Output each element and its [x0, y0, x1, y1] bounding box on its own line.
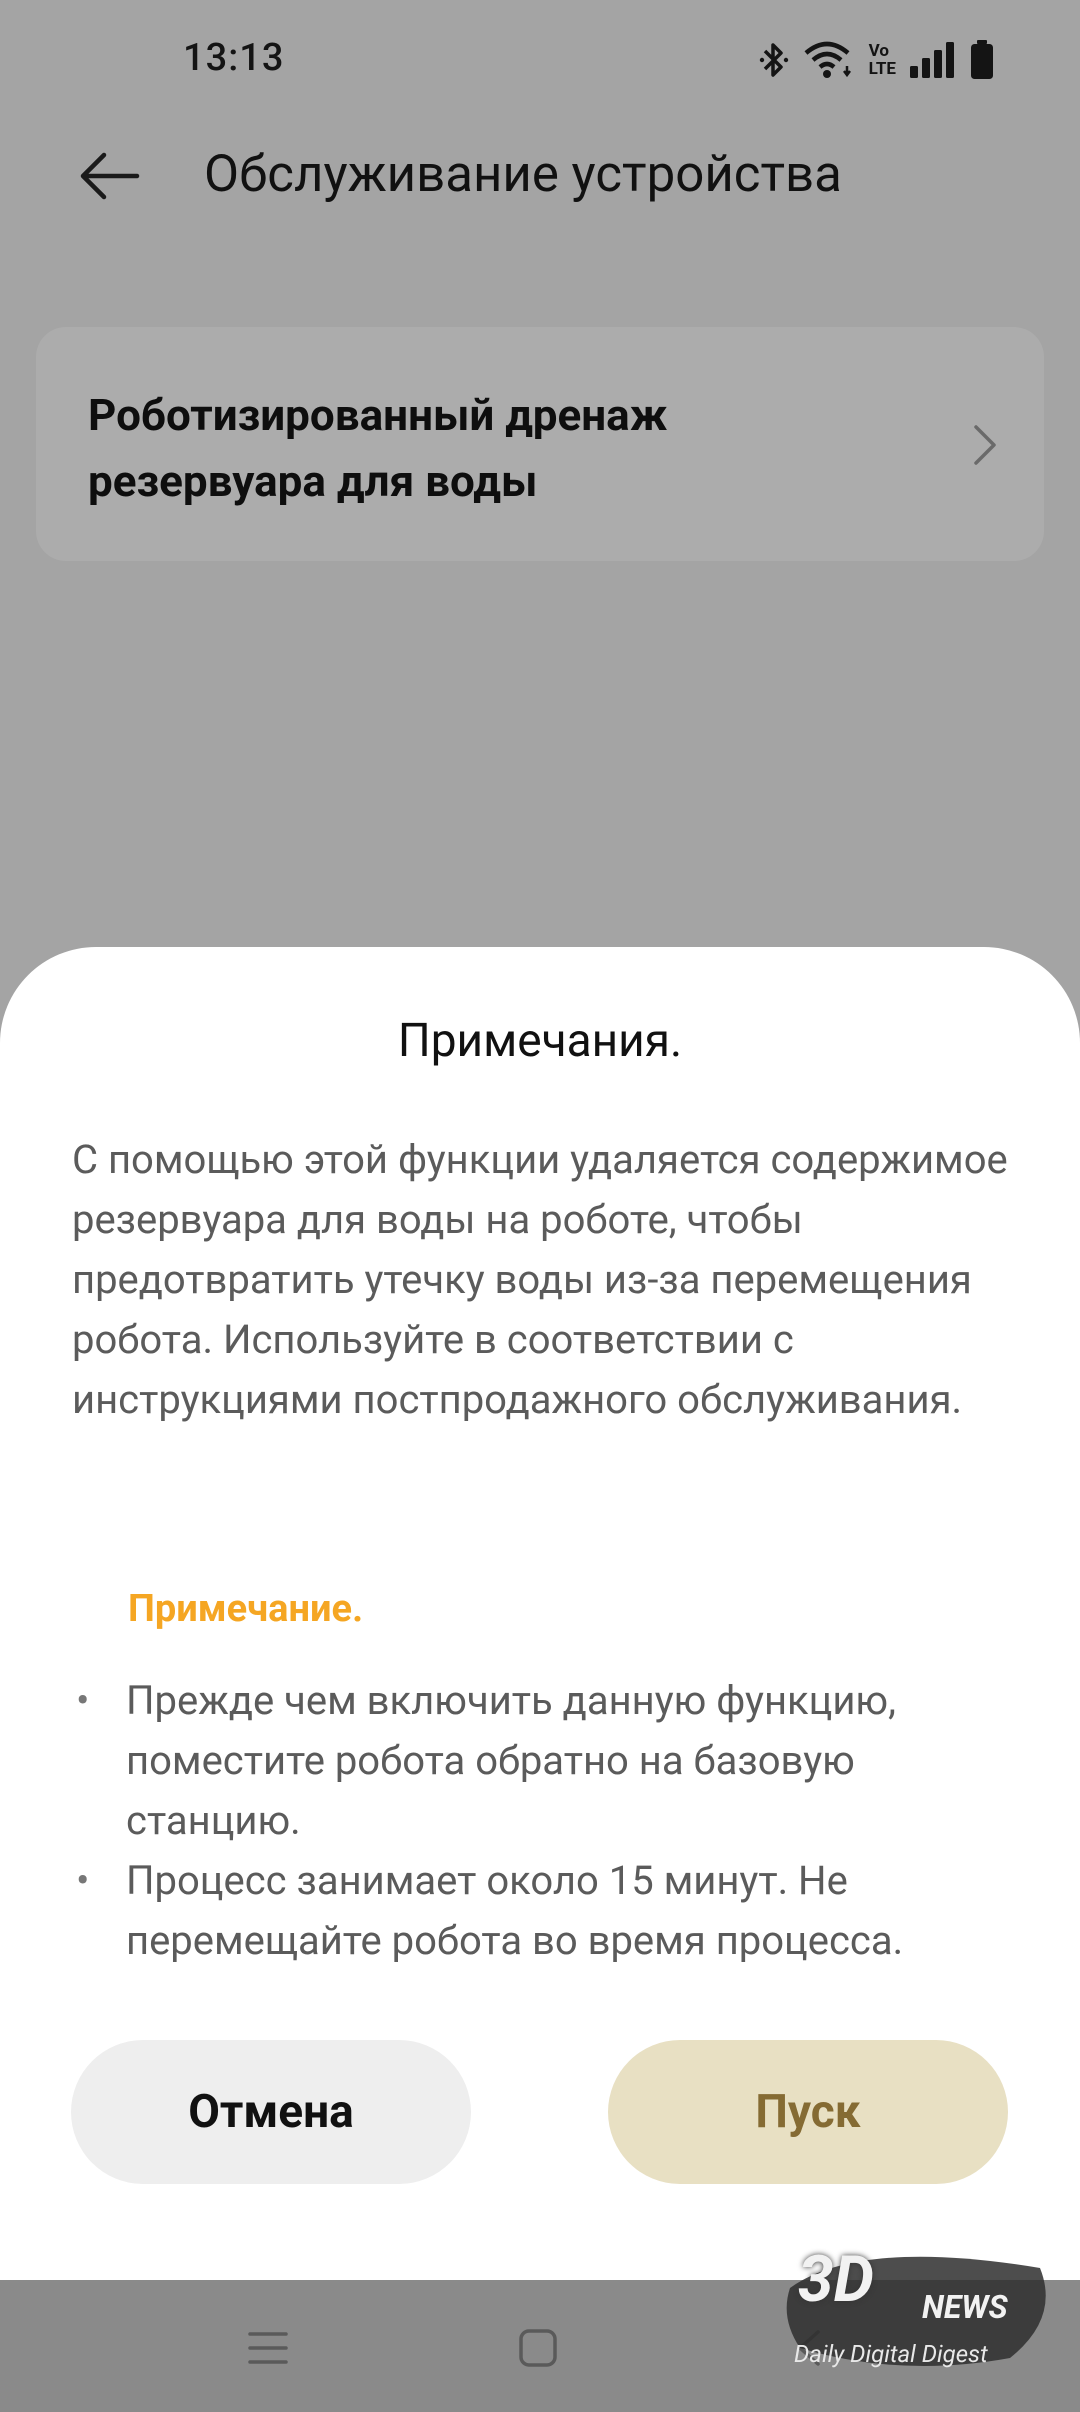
sheet-description: С помощью этой функции удаляется содержимое резервуара для воды на роботе, чтобы предотвратить утечку воды из-за перемещения робота. Используйте в соответствии с инструкциями постпродажного обслуживания.	[72, 1136, 1008, 1423]
bullet-text: Прежде чем включить данную функцию, поместите робота обратно на базовую станцию.	[126, 1677, 896, 1844]
wifi-icon	[803, 40, 855, 80]
watermark-logo: 3D	[798, 2242, 874, 2317]
cancel-button[interactable]: Отмена	[71, 2040, 471, 2184]
bullet-dot: •	[76, 1857, 90, 1904]
volte-bottom: LTE	[868, 59, 896, 79]
home-nav-button[interactable]	[508, 2318, 568, 2378]
watermark-news: NEWS	[922, 2288, 1008, 2326]
sheet-title: Примечания.	[397, 1014, 683, 1068]
back-button[interactable]	[66, 140, 154, 212]
watermark	[780, 2228, 1060, 2378]
arrow-left-icon	[80, 151, 140, 201]
watermark-tagline: Daily Digital Digest	[794, 2340, 988, 2368]
note-list	[72, 1671, 1032, 1971]
note-label: Примечание.	[128, 1587, 364, 1631]
bluetooth-icon	[759, 40, 789, 80]
chevron-right-icon	[972, 423, 998, 467]
drain-tank-label: Роботизированный дренаж резервуара для воды	[88, 389, 668, 507]
status-bar	[0, 0, 1080, 120]
clock: 13:13	[183, 36, 285, 80]
home-icon	[518, 2328, 558, 2368]
menu-icon	[248, 2328, 288, 2368]
start-button[interactable]: Пуск	[608, 2040, 1008, 2184]
volte-icon	[869, 42, 896, 78]
status-icons	[759, 38, 994, 82]
signal-icon	[910, 42, 956, 78]
bullet-text: Процесс занимает около 15 минут. Не перемещайте робота во время процесса.	[126, 1857, 904, 1964]
bullet-dot: •	[76, 1677, 90, 1724]
notes-sheet	[0, 947, 1080, 2280]
list-item	[72, 1671, 1032, 1851]
list-item	[72, 1851, 1032, 1971]
menu-nav-button[interactable]	[238, 2318, 298, 2378]
volte-top: Vo	[868, 41, 889, 61]
battery-icon	[970, 40, 994, 80]
drain-tank-card[interactable]	[36, 327, 1044, 561]
page-title: Обслуживание устройства	[204, 145, 842, 204]
